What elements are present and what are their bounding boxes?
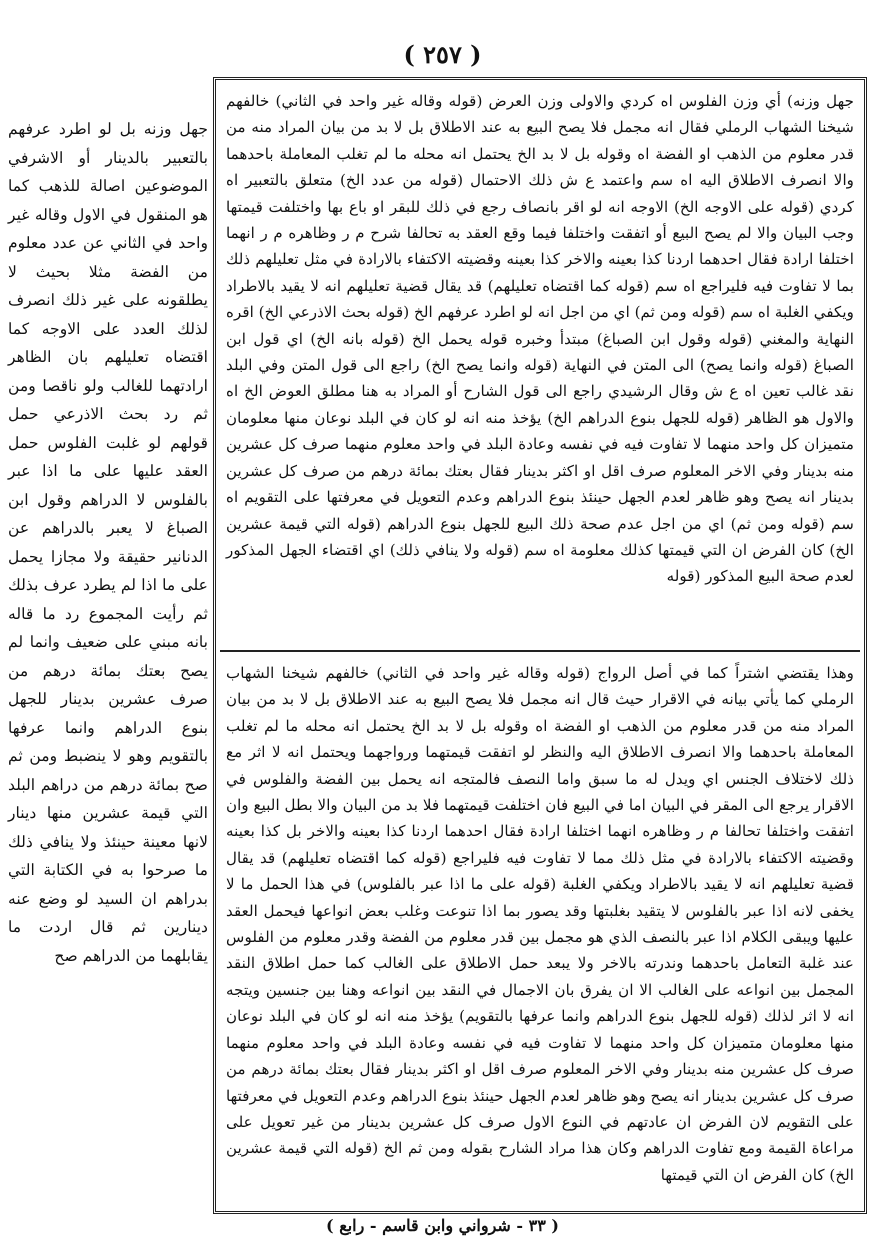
footer-signature: ( ٣٣ - شرواني وابن قاسم - رابع ): [326, 1216, 559, 1235]
section-divider: [220, 650, 860, 652]
margin-matn-text: جهل وزنه بل لو اطرد عرفهم بالتعبير بالدينار أو الاشرفي الموضوعين اصالة للذهب كما هو المنقول في الاول وقاله غير واحد في الثاني عن عدد معلوم من الفضة مثلا بحيث لا يطلقونه على غير ذلك انصرف لذلك العدد على الاوجه كما اقتضاه تعليلهم بان الظاهر ارادتهما للغالب ولو ناقصا ومن ثم رد بحث الاذرعي حمل قولهم لو غلبت الفلوس حمل العقد عليها على ما اذا عبر بالفلوس لا الدراهم وقول ابن الصباغ لا يعبر بالدراهم عن الدنانير حقيقة ولا مجازا يحمل على ما اذا لم يطرد عرف بذلك ثم رأيت المجموع رد ما قاله بانه مبني على ضعيف وانما لم يصح بعتك بمائة درهم من صرف عشرين بدينار للجهل بنوع الدراهم وانما عرفها بالتقويم وهو لا ينضبط ومن ثم صح بمائة درهم من دراهم البلد التي قيمة عشرين منها دينار لانها معينة حينئذ ولا ينافي ذلك ما صرحوا به في الكتابة التي بدراهم ان السيد لو وضع عنه دينارين ثم قال اردت ما يقابلهما من الدراهم صح: [8, 120, 208, 965]
upper-commentary: جهل وزنه) أي وزن الفلوس اه كردي والاولى وزن العرض (قوله وقاله غير واحد في الثاني) خالفهم شيخنا الشهاب الرملي فقال انه مجمل فلا يصح البيع به عند الاطلاق بل لا بد من بيان المراد منه من قدر معلوم من الذهب او الفضة اه وقوله بل لا بد الخ يحتمل انه محله ما لم تغلب المعاملة باحدهما والا انصرف الاطلاق اليه اه سم واعتمد ع ش ذلك الاحتمال (قوله من عدد الخ) متعلق بالتعبير اه كردي (قوله على الاوجه الخ) الاوجه انه لو اقر بانصاف رجع في ذلك للبقر او باع بها واختلفت قيمتها وجب البيان والا لم يصح البيع أو اتفقت واختلفا فيما وقع العقد به تحالفا شرح م ر وظاهره م ر انهما اختلفا ارادة فقال احدهما اردنا كذا بعينه والاخر كذا بعينه وقضيته الاكتفاء بالارادة في مثل تعليلهم ذلك بما لا تفاوت فيه فليراجع اه سم (قوله كما اقتضاه تعليلهم) قد يقال قضية تعليلهم انه لا يقيد بالاطراد ويكفي الغلبة اه سم (قوله ومن ثم) اي من اجل انه لو اطرد عرفهم الخ (قوله بحث الاذرعي الخ) اقره النهاية والمغني (قوله وقول ابن الصباغ) مبتدأ وخبره قوله يحمل الخ (قوله بانه الخ) اي قول ابن الصباغ (قوله وانما يصح) الى المتن في النهاية (قوله وانما يصح الخ) راجع الى قول المتن وفي البلد نقد غالب تعين اه ع ش وقال الرشيدي راجع الى قول الشارح أو المراد به هنا مطلق العوض الخ اه والاول هو الظاهر (قوله للجهل بنوع الدراهم الخ) يؤخذ منه انه لو كان في البلد نوعان منها معلومان متميزان كل واحد منهما لا تفاوت فيه في نفسه وعادة البلد في واحد معلوم منهما صرف كل عشرين منه بدينار وفي الاخر المعلوم صرف اقل او اكثر بدينار فقال بعتك بمائة درهم من صرف كل عشرين بدينار انه يصح وهو ظاهر لعدم الجهل حينئذ بنوع الدراهم وعدم التعويل في معرفتها على التقويم اه سم (قوله ومن ثم) اي من اجل عدم صحة ذلك البيع للجهل بنوع الدراهم (قوله التي قيمة عشرين الخ) كان الفرض ان التي قيمتها كذلك معلومة اه سم (قوله ولا ينافي ذلك) اي اقتضاء الجهل المذكور لعدم صحة البيع المذكور (قوله: [226, 92, 854, 586]
commentary-frame: [213, 77, 867, 1214]
lower-commentary: وهذا يقتضي اشتراً كما في أصل الرواج (قوله وقاله غير واحد في الثاني) خالفهم شيخنا الشهاب الرملي كما يأتي بيانه في الاقرار حيث قال انه مجمل فلا يصح البيع به عند الاطلاق بل لا بد من بيان المراد منه من قدر معلوم من الذهب او الفضة اه وقوله بل لا بد الخ يحتمل انه محله ما لم تغلب المعاملة باحدهما والا انصرف الاطلاق اليه والنظر لو اتفقت قيمتهما ورواجهما ويحتمل انه لا اثر مع ذلك لاختلاف الجنس اي ويدل له ما سبق واما النصف فالمتجه انه يحمل بين الفضة والفلوس في الاقرار يرجع الى المقر في البيان اما في البيع فان اختلفت قيمتهما فلا بد من البيان والا بطل البيع وان اتفقت واختلفا تحالفا م ر وظاهره انهما اختلفا ارادة فقال احدهما اردنا كذا بعينه والاخر بل كذا بعينه وقضيته الاكتفاء بالارادة في مثل ذلك مما لا تفاوت فيه فليراجع (قوله كما اقتضاه تعليلهم) قد يقال قضية تعليلهم انه لا يقيد بالاطراد ويكفي الغلبة (قوله على ما اذا عبر بالفلوس) في هذا الحمل ما لا يخفى لانه اذا عبر بالفلوس لا يتقيد بغلبتها وقد يصور بما اذا تنوعت وغلب بعض انواعها فيحمل العقد عليها ويبقى الكلام اذا عبر بالنصف الذي هو مجمل بين قدر معلوم من الفضة وقدر معلوم من الفلوس عند غلبة التعامل باحدهما وندرته بالاخر ولا يبعد حمل الاطلاق على الغالب كما حمل اطلاق النقد المجمل بين انواعه على الغالب الا ان يفرق بان الاجمال في النقد بين انواعه وهنا بين جنسين ويتجه انه لا اثر لذلك (قوله للجهل بنوع الدراهم وانما عرفها بالتقويم) يؤخذ منه انه لو كان في البلد نوعان منها معلومان متميزان كل واحد منهما لا تفاوت فيه في نفسه وعادة البلد في واحد معلوم منهما صرف كل عشرين منه بدينار وفي الاخر المعلوم صرف اقل او اكثر بدينار فقال بعتك بمائة درهم من صرف كل عشرين بدينار انه يصح وهو ظاهر لعدم الجهل حينئذ بنوع الدراهم وعدم التعويل في معرفتها على التقويم لان الفرض ان عادتهم في النوع الاول صرف كل عشرين بدينار من غير تعويل على مراعاة القيمة ومع تفاوت الدراهم وكان هذا مراد الشارح بقوله ومن ثم الخ (قوله التي قيمة عشرين الخ) كان الفرض ان التي قيمتها: [226, 664, 854, 1184]
page-number: ( ٢٥٧ ): [403, 40, 482, 69]
